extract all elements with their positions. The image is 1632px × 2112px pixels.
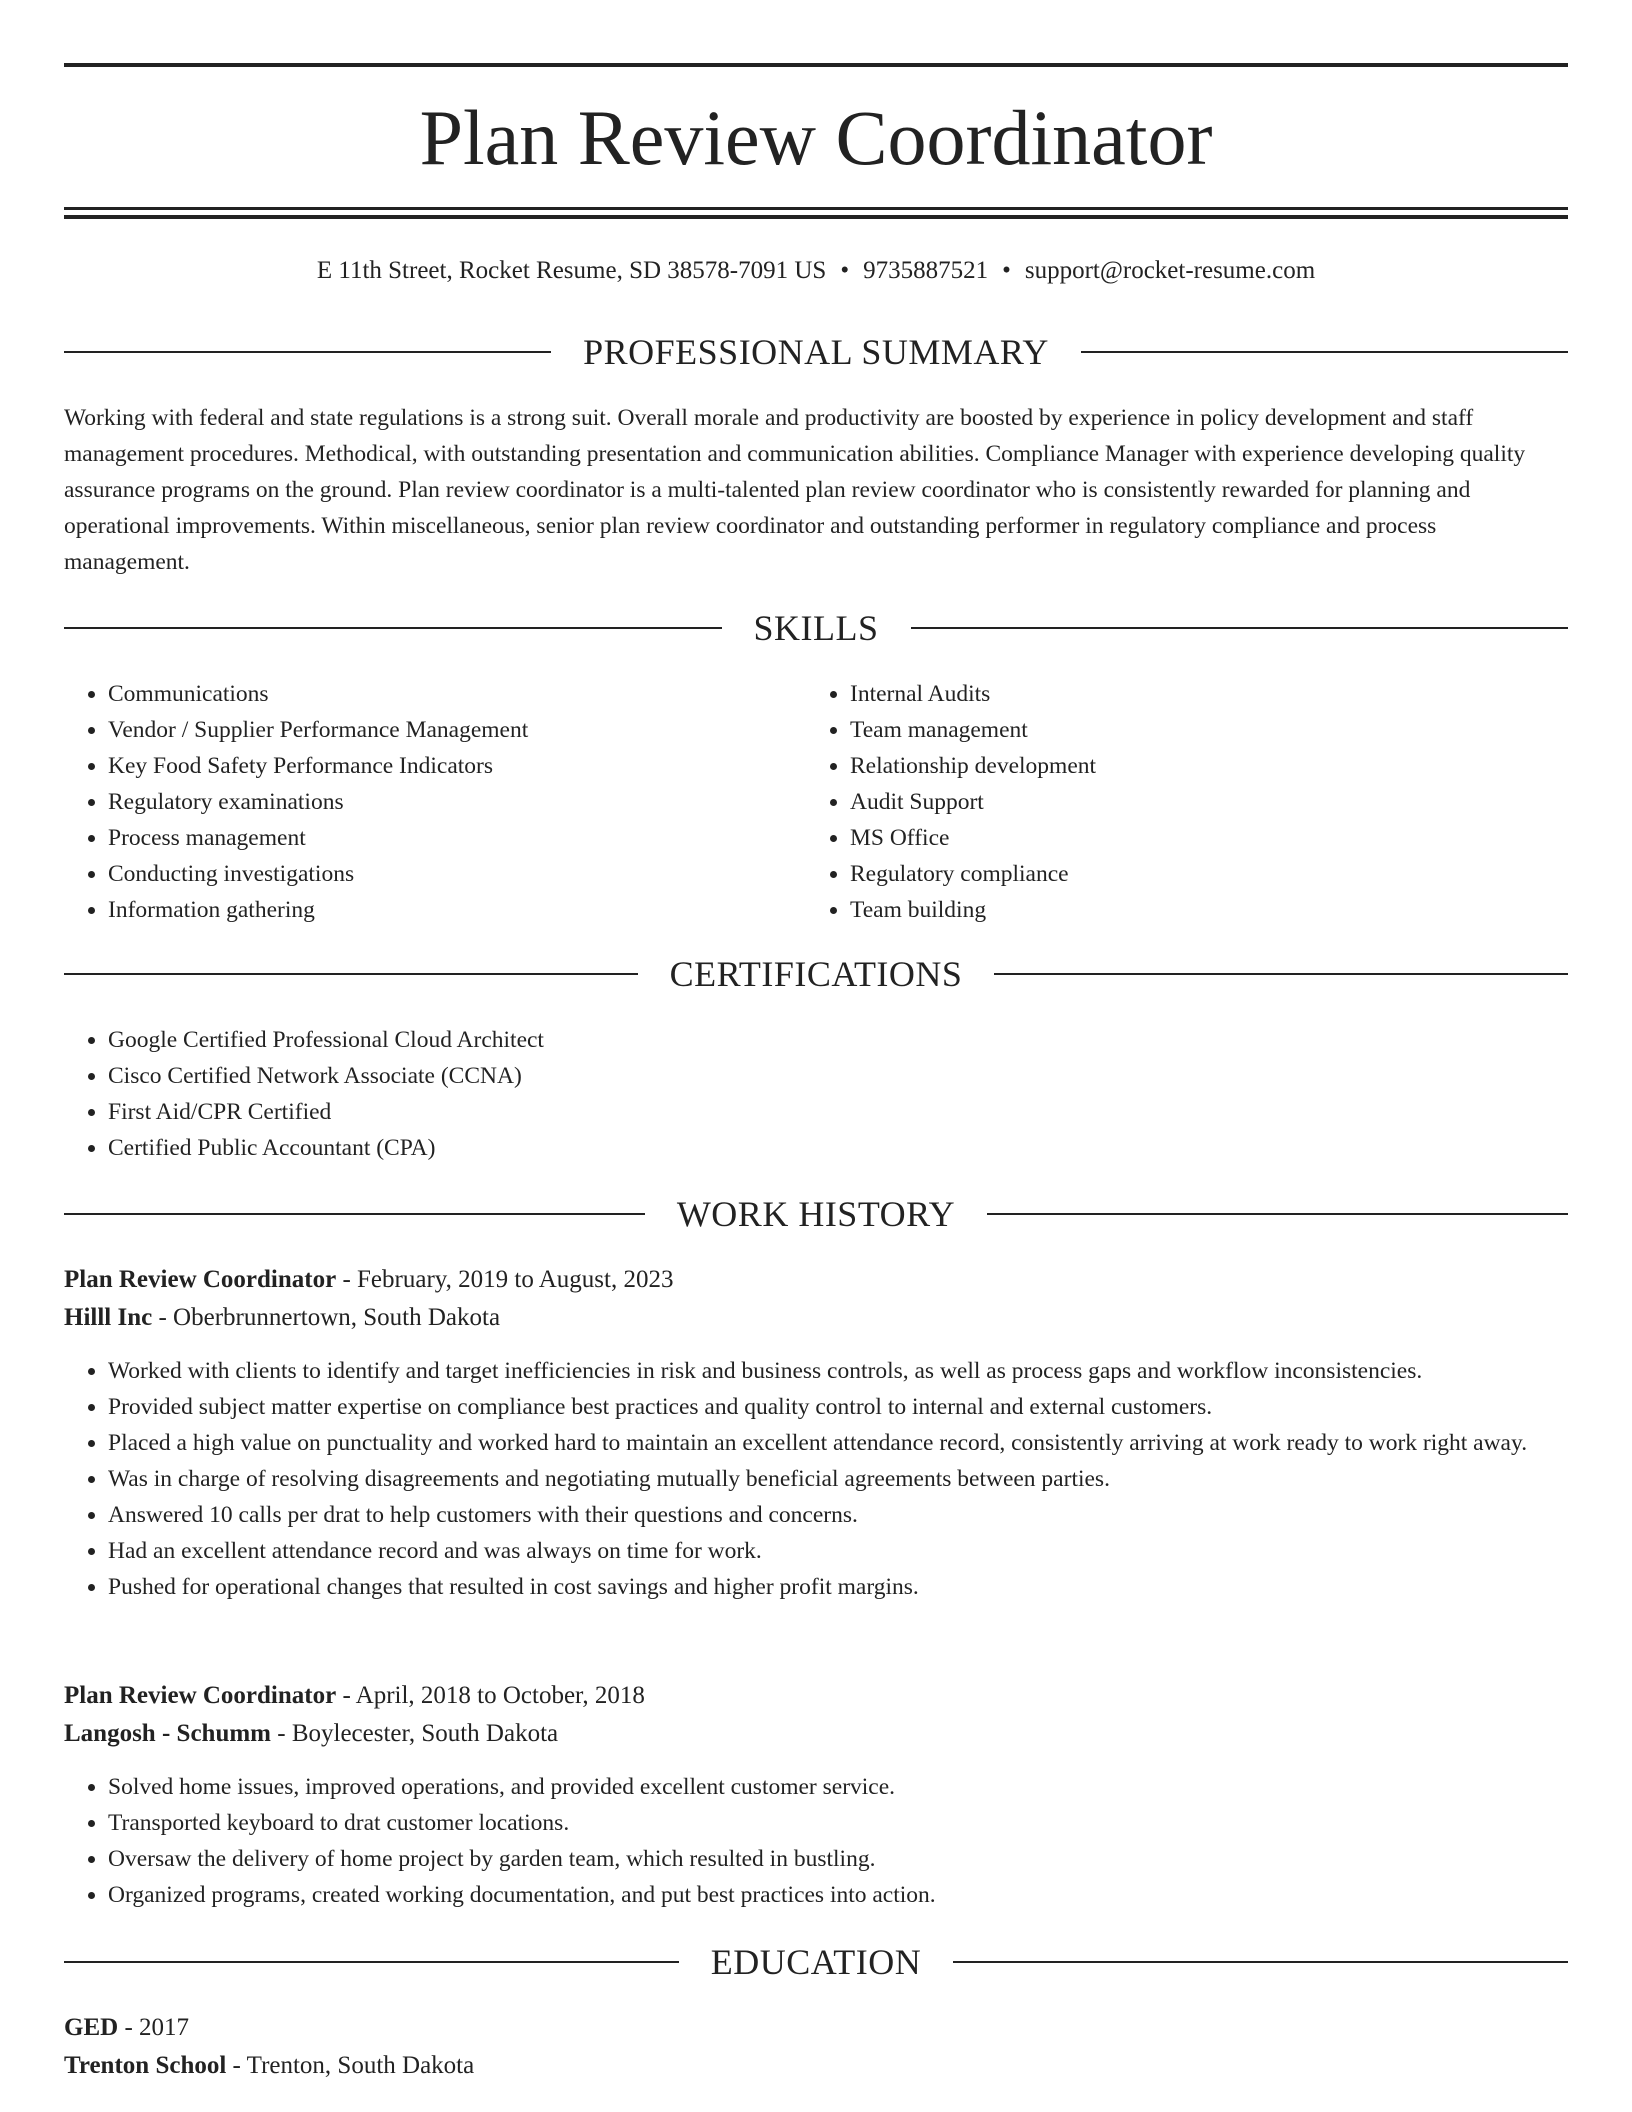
job-entry xyxy=(64,1677,1568,1913)
contact-separator: • xyxy=(840,257,850,284)
skill-item: • Process management xyxy=(108,820,804,856)
education-degree-line xyxy=(64,2009,1568,2047)
job-title-line xyxy=(64,1261,1568,1299)
skills-list-left xyxy=(64,676,804,928)
section-rule-right xyxy=(911,627,1569,629)
job-company: Langosh - Schumm xyxy=(64,1720,271,1747)
skills-column-left xyxy=(64,676,804,928)
section-rule-left xyxy=(64,1961,679,1963)
job-title: Plan Review Coordinator xyxy=(64,1266,337,1293)
job-location: - Boylecester, South Dakota xyxy=(277,1720,559,1747)
skills-column-right xyxy=(806,676,1568,928)
job-bullet: • Placed a high value on punctuality and worked hard to maintain an excellent attendance record, consistently arriving at work ready to work right away. xyxy=(108,1425,1568,1461)
job-title-line xyxy=(64,1677,1568,1715)
skill-item: • MS Office xyxy=(850,820,1568,856)
job-bullet: • Organized programs, created working documentation, and put best practices into action. xyxy=(108,1877,1568,1913)
skill-item: • Relationship development xyxy=(850,748,1568,784)
certifications-list xyxy=(64,1022,1568,1166)
skill-item: • Conducting investigations xyxy=(108,856,804,892)
skill-item: • Team management xyxy=(850,712,1568,748)
section-rule-left xyxy=(64,351,551,353)
skills-list-right xyxy=(806,676,1568,928)
header-rule-thick xyxy=(64,215,1568,219)
section-title: CERTIFICATIONS xyxy=(669,954,963,994)
section-header-work xyxy=(64,1192,1568,1236)
job-company-line xyxy=(64,1299,1568,1337)
job-bullets xyxy=(64,1353,1568,1605)
job-bullet: • Was in charge of resolving disagreements and negotiating mutually beneficial agreements between parties. xyxy=(108,1461,1568,1497)
job-entry xyxy=(64,1261,1568,1605)
section-rule-right xyxy=(1081,351,1568,353)
skill-item: • Audit Support xyxy=(850,784,1568,820)
job-bullet: • Worked with clients to identify and target inefficiencies in risk and business controls, as well as process gaps and workflow inconsistencies. xyxy=(108,1353,1568,1389)
certification-item: • Certified Public Accountant (CPA) xyxy=(108,1130,1568,1166)
certification-item: • First Aid/CPR Certified xyxy=(108,1094,1568,1130)
education-school: Trenton School xyxy=(64,2052,227,2079)
section-title: EDUCATION xyxy=(710,1942,922,1982)
skill-item: • Team building xyxy=(850,892,1568,928)
summary-text: Working with federal and state regulations is a strong suit. Overall morale and productivity are boosted by experience in policy development and staff management procedures. Methodical, with outstanding presentation and communication abilities. Compliance Manager with experience developing quality assurance programs on the ground. Plan review coordinator is a multi-talented plan review coordinator who is consistently rewarded for planning and operational improvements. Within miscellaneous, senior plan review coordinator and outstanding performer in regulatory compliance and process management. xyxy=(64,405,1526,575)
skill-item: • Internal Audits xyxy=(850,676,1568,712)
job-bullet: • Transported keyboard to drat customer locations. xyxy=(108,1805,1568,1841)
section-title: PROFESSIONAL SUMMARY xyxy=(583,332,1049,372)
job-dates: - February, 2019 to August, 2023 xyxy=(342,1266,674,1293)
section-header-summary xyxy=(64,330,1568,374)
job-company: Hilll Inc xyxy=(64,1304,153,1331)
job-bullet: • Had an excellent attendance record and was always on time for work. xyxy=(108,1533,1568,1569)
job-bullets xyxy=(64,1769,1568,1913)
section-rule-left xyxy=(64,973,638,975)
contact-phone: 9735887521 xyxy=(863,257,989,284)
certifications-block xyxy=(64,1022,1568,1166)
job-company-line xyxy=(64,1715,1568,1753)
resume-name: Plan Review Coordinator xyxy=(419,94,1213,181)
job-bullet: • Oversaw the delivery of home project by garden team, which resulted in bustling. xyxy=(108,1841,1568,1877)
skill-item: • Communications xyxy=(108,676,804,712)
contact-email: support@rocket-resume.com xyxy=(1024,257,1316,284)
skill-item: • Regulatory compliance xyxy=(850,856,1568,892)
section-title: SKILLS xyxy=(753,608,879,648)
section-header-skills xyxy=(64,606,1568,650)
job-location: - Oberbrunnertown, South Dakota xyxy=(158,1304,501,1331)
skill-item: • Information gathering xyxy=(108,892,804,928)
section-rule-left xyxy=(64,1213,645,1215)
job-dates: - April, 2018 to October, 2018 xyxy=(342,1682,645,1709)
header-rule-thin xyxy=(64,207,1568,210)
job-bullet: • Pushed for operational changes that resulted in cost savings and higher profit margins. xyxy=(108,1569,1568,1605)
education-location: - Trenton, South Dakota xyxy=(232,2052,475,2079)
skill-item: • Regulatory examinations xyxy=(108,784,804,820)
job-bullet: • Answered 10 calls per drat to help customers with their questions and concerns. xyxy=(108,1497,1568,1533)
education-degree: GED xyxy=(64,2014,119,2041)
education-entry xyxy=(64,2009,1568,2085)
section-rule-right xyxy=(953,1961,1568,1963)
education-year: - 2017 xyxy=(124,2014,190,2041)
section-header-certifications xyxy=(64,952,1568,996)
header-top-rule xyxy=(64,63,1568,67)
certification-item: • Cisco Certified Network Associate (CCNA) xyxy=(108,1058,1568,1094)
contact-separator: • xyxy=(1002,257,1011,284)
skill-item: • Vendor / Supplier Performance Management xyxy=(108,712,804,748)
section-rule-right xyxy=(994,973,1568,975)
certification-item: • Google Certified Professional Cloud Architect xyxy=(108,1022,1568,1058)
section-title: WORK HISTORY xyxy=(676,1194,956,1234)
contact-address: E 11th Street, Rocket Resume, SD 38578-7091 US xyxy=(316,257,827,284)
section-rule-left xyxy=(64,627,722,629)
job-title: Plan Review Coordinator xyxy=(64,1682,337,1709)
job-bullet: • Solved home issues, improved operations, and provided excellent customer service. xyxy=(108,1769,1568,1805)
education-school-line xyxy=(64,2047,1568,2085)
skill-item: • Key Food Safety Performance Indicators xyxy=(108,748,804,784)
job-bullet: • Provided subject matter expertise on compliance best practices and quality control to internal and external customers. xyxy=(108,1389,1568,1425)
section-header-education xyxy=(64,1940,1568,1984)
section-rule-right xyxy=(987,1213,1568,1215)
contact-line xyxy=(64,254,1568,288)
